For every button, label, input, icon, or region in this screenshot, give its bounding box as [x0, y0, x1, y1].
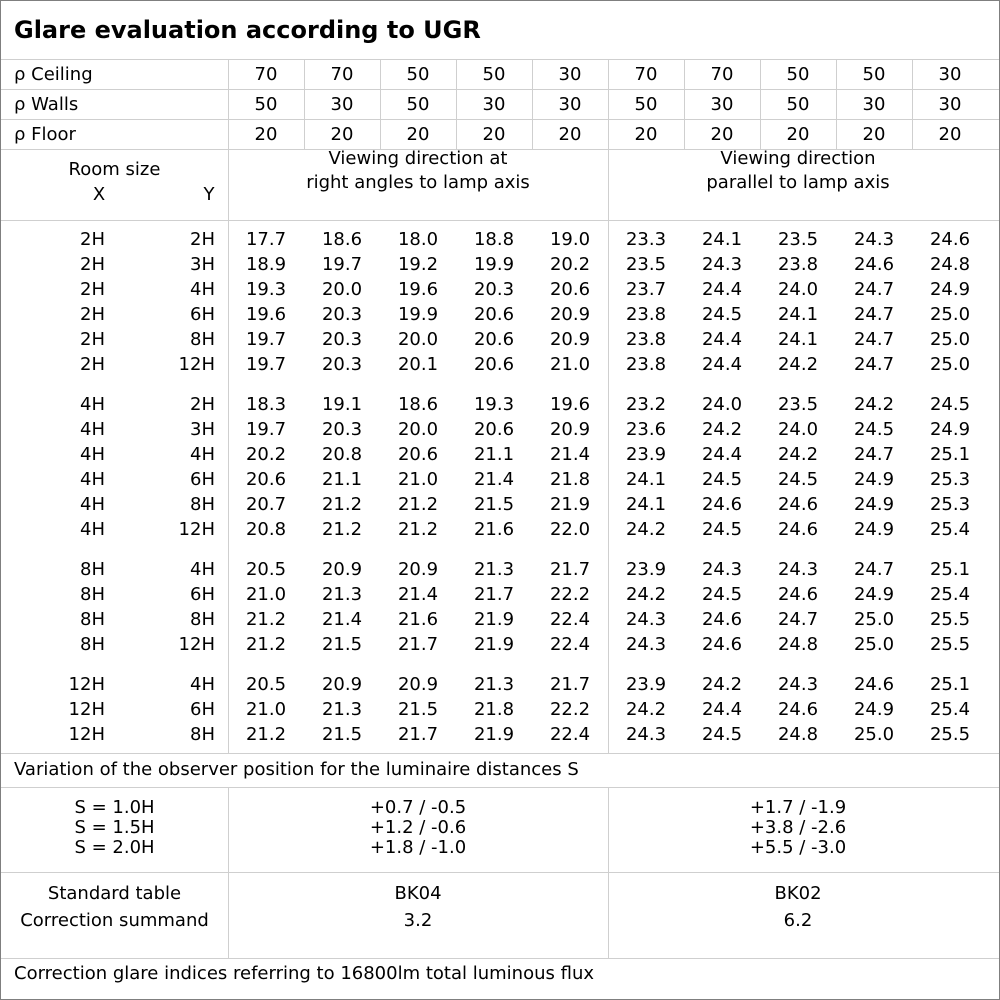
- variation-value: +1.2 / -0.6: [369, 817, 467, 838]
- ugr-value-cell: 22.0: [549, 519, 591, 540]
- ugr-value-cell: 21.0: [245, 584, 287, 605]
- room-x-value: 2H: [80, 354, 105, 375]
- ugr-value-cell: 25.5: [929, 634, 971, 655]
- ugr-value-cell: 24.6: [701, 609, 743, 630]
- ugr-value-cell: 24.4: [701, 444, 743, 465]
- ugr-value-cell: 20.3: [321, 329, 363, 350]
- ugr-value-cell: 21.2: [245, 634, 287, 655]
- ugr-value-cell: 24.2: [625, 519, 667, 540]
- ugr-value-cell: 19.0: [549, 229, 591, 250]
- ugr-value-cell: 21.0: [245, 699, 287, 720]
- reflectance-ceiling-cell: 50: [862, 64, 886, 85]
- ugr-value-cell: 25.3: [929, 469, 971, 490]
- ugr-value-cell: 18.6: [397, 394, 439, 415]
- correction-summand-label: Correction summand: [20, 910, 209, 931]
- ugr-value-cell: 24.8: [777, 634, 819, 655]
- ugr-value-cell: 21.5: [321, 634, 363, 655]
- ugr-value-cell: 24.6: [777, 584, 819, 605]
- ugr-value-cell: 20.1: [397, 354, 439, 375]
- ugr-value-cell: 21.2: [321, 519, 363, 540]
- ugr-value-cell: 24.9: [853, 584, 895, 605]
- ugr-value-cell: 24.1: [625, 469, 667, 490]
- ugr-value-cell: 21.2: [321, 494, 363, 515]
- reflectance-walls-cell: 50: [406, 94, 430, 115]
- ugr-value-cell: 20.6: [549, 279, 591, 300]
- room-x-label: X: [92, 184, 106, 205]
- ugr-value-cell: 24.2: [777, 354, 819, 375]
- reflectance-ceiling-cell: 30: [558, 64, 582, 85]
- ugr-value-cell: 24.6: [853, 674, 895, 695]
- ugr-value-cell: 24.6: [929, 229, 971, 250]
- view-right-title-2: right angles to lamp axis: [306, 172, 530, 193]
- reflectance-floor-cell: 20: [634, 124, 658, 145]
- correction-right: 3.2: [403, 910, 433, 931]
- reflectance-walls-cell: 30: [862, 94, 886, 115]
- reflectance-ceiling-cell: 30: [938, 64, 962, 85]
- ugr-value-cell: 25.0: [853, 724, 895, 745]
- ugr-value-cell: 23.5: [777, 394, 819, 415]
- ugr-value-cell: 23.8: [625, 329, 667, 350]
- reflectance-walls-cell: 50: [634, 94, 658, 115]
- variation-label: Variation of the observer position for the luminaire distances S: [14, 759, 579, 780]
- ugr-value-cell: 20.6: [473, 354, 515, 375]
- divider: [1, 872, 999, 873]
- ugr-value-cell: 25.0: [929, 329, 971, 350]
- view-right-title-1: Viewing direction at: [328, 148, 508, 169]
- room-y-value: 4H: [190, 674, 215, 695]
- divider: [1, 753, 999, 754]
- view-parallel-title-1: Viewing direction: [720, 148, 876, 169]
- ugr-value-cell: 21.3: [321, 699, 363, 720]
- divider: [1, 958, 999, 959]
- ugr-value-cell: 22.4: [549, 609, 591, 630]
- ugr-value-cell: 21.9: [473, 609, 515, 630]
- ugr-value-cell: 19.7: [245, 419, 287, 440]
- spacing-list: [1, 798, 228, 858]
- ugr-value-cell: 24.6: [853, 254, 895, 275]
- reflectance-ceiling-cell: 50: [482, 64, 506, 85]
- ugr-value-cell: 20.7: [245, 494, 287, 515]
- reflectance-floor-cell: 20: [786, 124, 810, 145]
- ugr-value-cell: 24.7: [853, 279, 895, 300]
- room-y-value: 2H: [190, 229, 215, 250]
- ugr-value-cell: 24.3: [701, 254, 743, 275]
- ugr-value-cell: 24.9: [853, 699, 895, 720]
- room-x-value: 12H: [68, 674, 105, 695]
- ugr-value-cell: 17.7: [245, 229, 287, 250]
- reflectance-walls-cell: 30: [482, 94, 506, 115]
- variation-value: +5.5 / -3.0: [749, 837, 847, 858]
- ugr-value-cell: 25.1: [929, 444, 971, 465]
- ugr-value-cell: 20.3: [473, 279, 515, 300]
- ugr-value-cell: 20.6: [397, 444, 439, 465]
- room-y-value: 12H: [178, 354, 215, 375]
- ugr-value-cell: 23.8: [625, 354, 667, 375]
- ugr-value-cell: 24.1: [701, 229, 743, 250]
- ugr-value-cell: 24.3: [853, 229, 895, 250]
- ugr-value-cell: 23.2: [625, 394, 667, 415]
- ugr-value-cell: 19.7: [245, 354, 287, 375]
- divider: [1, 89, 999, 90]
- room-x-value: 4H: [80, 519, 105, 540]
- ugr-value-cell: 22.4: [549, 724, 591, 745]
- room-x-value: 2H: [80, 229, 105, 250]
- ugr-value-cell: 20.9: [321, 559, 363, 580]
- divider: [1, 119, 999, 120]
- ugr-value-cell: 24.7: [853, 304, 895, 325]
- ugr-value-cell: 24.5: [701, 519, 743, 540]
- reflectance-ceiling-cell: 70: [710, 64, 734, 85]
- room-x-value: 4H: [80, 444, 105, 465]
- ugr-value-cell: 24.5: [701, 724, 743, 745]
- ugr-value-cell: 18.3: [245, 394, 287, 415]
- ugr-value-cell: 21.8: [473, 699, 515, 720]
- ugr-value-cell: 19.9: [397, 304, 439, 325]
- ugr-value-cell: 24.2: [701, 674, 743, 695]
- ugr-value-cell: 20.9: [549, 419, 591, 440]
- ugr-value-cell: 21.7: [549, 559, 591, 580]
- ugr-value-cell: 21.2: [397, 519, 439, 540]
- ugr-value-cell: 24.5: [777, 469, 819, 490]
- room-x-value: 8H: [80, 584, 105, 605]
- ugr-value-cell: 21.3: [473, 559, 515, 580]
- variation-parallel: [608, 798, 988, 858]
- ugr-value-cell: 19.9: [473, 254, 515, 275]
- ugr-value-cell: 21.1: [473, 444, 515, 465]
- room-y-value: 4H: [190, 279, 215, 300]
- room-x-value: 2H: [80, 254, 105, 275]
- ugr-value-cell: 24.0: [777, 419, 819, 440]
- ugr-value-cell: 24.3: [625, 609, 667, 630]
- ugr-value-cell: 24.1: [777, 329, 819, 350]
- reflectance-floor-cell: 20: [482, 124, 506, 145]
- ugr-value-cell: 19.3: [473, 394, 515, 415]
- standard-table-right: BK04: [394, 883, 442, 904]
- ugr-value-cell: 20.0: [397, 419, 439, 440]
- ugr-value-cell: 23.5: [777, 229, 819, 250]
- ugr-value-cell: 25.5: [929, 609, 971, 630]
- ugr-value-cell: 21.9: [549, 494, 591, 515]
- ugr-value-cell: 20.9: [397, 559, 439, 580]
- ugr-value-cell: 24.0: [701, 394, 743, 415]
- ugr-value-cell: 24.2: [701, 419, 743, 440]
- reflectance-walls-cell: 30: [330, 94, 354, 115]
- ugr-value-cell: 21.7: [397, 724, 439, 745]
- ugr-value-cell: 25.3: [929, 494, 971, 515]
- ugr-value-cell: 24.1: [777, 304, 819, 325]
- ugr-value-cell: 23.5: [625, 254, 667, 275]
- room-y-value: 8H: [190, 494, 215, 515]
- ugr-value-cell: 21.8: [549, 469, 591, 490]
- ugr-value-cell: 19.7: [321, 254, 363, 275]
- room-y-value: 4H: [190, 444, 215, 465]
- ugr-value-cell: 23.6: [625, 419, 667, 440]
- floor-label: ρ Floor: [14, 124, 76, 145]
- ugr-value-cell: 21.0: [397, 469, 439, 490]
- room-y-value: 12H: [178, 634, 215, 655]
- ugr-value-cell: 23.9: [625, 559, 667, 580]
- reflectance-floor-cell: 20: [406, 124, 430, 145]
- ugr-value-cell: 20.8: [321, 444, 363, 465]
- ugr-value-cell: 24.2: [625, 584, 667, 605]
- ugr-value-cell: 24.2: [777, 444, 819, 465]
- ugr-value-cell: 20.9: [549, 329, 591, 350]
- ugr-value-cell: 20.6: [473, 304, 515, 325]
- reflectance-floor-cell: 20: [330, 124, 354, 145]
- ugr-value-cell: 18.0: [397, 229, 439, 250]
- variation-value: +3.8 / -2.6: [749, 817, 847, 838]
- room-y-value: 6H: [190, 584, 215, 605]
- ugr-value-cell: 25.0: [929, 304, 971, 325]
- ugr-value-cell: 20.9: [321, 674, 363, 695]
- ugr-value-cell: 21.6: [397, 609, 439, 630]
- ugr-value-cell: 25.4: [929, 519, 971, 540]
- ugr-value-cell: 25.0: [853, 634, 895, 655]
- ugr-value-cell: 19.6: [549, 394, 591, 415]
- divider: [1, 220, 999, 221]
- ugr-value-cell: 24.7: [777, 609, 819, 630]
- ugr-value-cell: 21.6: [473, 519, 515, 540]
- walls-label: ρ Walls: [14, 94, 79, 115]
- ugr-value-cell: 21.5: [397, 699, 439, 720]
- ugr-value-cell: 21.0: [549, 354, 591, 375]
- ugr-value-cell: 20.9: [397, 674, 439, 695]
- room-y-value: 12H: [178, 519, 215, 540]
- room-y-value: 8H: [190, 329, 215, 350]
- reflectance-walls-cell: 30: [710, 94, 734, 115]
- room-y-value: 6H: [190, 699, 215, 720]
- room-y-value: 3H: [190, 254, 215, 275]
- ugr-value-cell: 24.5: [701, 304, 743, 325]
- room-y-value: 3H: [190, 419, 215, 440]
- ugr-value-cell: 19.3: [245, 279, 287, 300]
- room-x-value: 4H: [80, 469, 105, 490]
- ugr-value-cell: 24.7: [853, 559, 895, 580]
- ugr-value-cell: 24.5: [853, 419, 895, 440]
- ugr-value-cell: 24.7: [853, 444, 895, 465]
- reflectance-floor-cell: 20: [710, 124, 734, 145]
- room-x-value: 4H: [80, 419, 105, 440]
- standard-table-parallel: BK02: [774, 883, 822, 904]
- ugr-value-cell: 18.9: [245, 254, 287, 275]
- room-x-value: 12H: [68, 724, 105, 745]
- ugr-value-cell: 23.3: [625, 229, 667, 250]
- ugr-value-cell: 24.5: [701, 584, 743, 605]
- ugr-value-cell: 20.5: [245, 559, 287, 580]
- room-size-label: Room size: [68, 159, 161, 180]
- spacing-item: S = 2.0H: [74, 837, 155, 858]
- reflectance-walls-cell: 30: [558, 94, 582, 115]
- ugr-value-cell: 21.2: [245, 609, 287, 630]
- ugr-value-cell: 21.7: [473, 584, 515, 605]
- variation-value: +0.7 / -0.5: [369, 797, 467, 818]
- ugr-value-cell: 20.6: [473, 329, 515, 350]
- ugr-value-cell: 24.2: [625, 699, 667, 720]
- ugr-value-cell: 24.9: [853, 494, 895, 515]
- view-parallel-title-2: parallel to lamp axis: [706, 172, 890, 193]
- variation-right: [228, 798, 608, 858]
- ugr-value-cell: 21.7: [397, 634, 439, 655]
- spacing-item: S = 1.0H: [74, 797, 155, 818]
- ugr-value-cell: 24.6: [701, 494, 743, 515]
- ugr-value-cell: 24.1: [625, 494, 667, 515]
- room-x-value: 2H: [80, 329, 105, 350]
- ugr-value-cell: 24.3: [625, 634, 667, 655]
- ugr-value-cell: 23.7: [625, 279, 667, 300]
- room-x-value: 8H: [80, 634, 105, 655]
- ugr-value-cell: 22.4: [549, 634, 591, 655]
- ugr-value-cell: 21.4: [321, 609, 363, 630]
- reflectance-ceiling-cell: 70: [634, 64, 658, 85]
- ugr-value-cell: 20.8: [245, 519, 287, 540]
- ugr-value-cell: 21.1: [321, 469, 363, 490]
- ugr-value-cell: 24.4: [701, 279, 743, 300]
- ugr-value-cell: 24.3: [625, 724, 667, 745]
- ugr-value-cell: 24.5: [701, 469, 743, 490]
- ugr-value-cell: 24.8: [929, 254, 971, 275]
- reflectance-walls-cell: 30: [938, 94, 962, 115]
- ugr-value-cell: 20.5: [245, 674, 287, 695]
- standard-table-label: Standard table: [47, 883, 182, 904]
- room-y-value: 6H: [190, 304, 215, 325]
- ugr-value-cell: 22.2: [549, 584, 591, 605]
- room-x-value: 8H: [80, 559, 105, 580]
- reflectance-walls-cell: 50: [254, 94, 278, 115]
- reflectance-ceiling-cell: 50: [786, 64, 810, 85]
- ugr-value-cell: 24.4: [701, 354, 743, 375]
- ugr-value-cell: 25.1: [929, 559, 971, 580]
- ugr-value-cell: 25.0: [929, 354, 971, 375]
- ugr-value-cell: 25.5: [929, 724, 971, 745]
- ugr-value-cell: 20.6: [245, 469, 287, 490]
- ugr-value-cell: 21.2: [397, 494, 439, 515]
- room-y-label: Y: [203, 184, 215, 205]
- ugr-value-cell: 19.6: [245, 304, 287, 325]
- ugr-value-cell: 21.5: [321, 724, 363, 745]
- ugr-value-cell: 20.6: [473, 419, 515, 440]
- ugr-value-cell: 24.9: [929, 279, 971, 300]
- ugr-value-cell: 22.2: [549, 699, 591, 720]
- ceiling-label: ρ Ceiling: [14, 64, 93, 85]
- room-y-value: 2H: [190, 394, 215, 415]
- ugr-value-cell: 21.4: [473, 469, 515, 490]
- reflectance-floor-cell: 20: [254, 124, 278, 145]
- room-x-value: 4H: [80, 494, 105, 515]
- ugr-value-cell: 24.4: [701, 699, 743, 720]
- ugr-value-cell: 24.7: [853, 329, 895, 350]
- ugr-value-cell: 24.5: [929, 394, 971, 415]
- room-x-value: 4H: [80, 394, 105, 415]
- ugr-value-cell: 25.0: [853, 609, 895, 630]
- ugr-value-cell: 24.6: [777, 699, 819, 720]
- ugr-value-cell: 19.2: [397, 254, 439, 275]
- ugr-value-cell: 24.9: [929, 419, 971, 440]
- ugr-value-cell: 21.5: [473, 494, 515, 515]
- spacing-item: S = 1.5H: [74, 817, 155, 838]
- divider: [1, 787, 999, 788]
- ugr-value-cell: 24.4: [701, 329, 743, 350]
- reflectance-floor-cell: 20: [558, 124, 582, 145]
- room-y-value: 6H: [190, 469, 215, 490]
- ugr-value-cell: 24.6: [701, 634, 743, 655]
- divider: [1, 59, 999, 60]
- ugr-value-cell: 20.2: [245, 444, 287, 465]
- ugr-value-cell: 23.9: [625, 674, 667, 695]
- ugr-value-cell: 20.0: [397, 329, 439, 350]
- ugr-value-cell: 24.3: [777, 559, 819, 580]
- ugr-value-cell: 24.9: [853, 519, 895, 540]
- ugr-value-cell: 24.7: [853, 354, 895, 375]
- room-x-value: 12H: [68, 699, 105, 720]
- ugr-value-cell: 24.6: [777, 494, 819, 515]
- ugr-value-cell: 21.9: [473, 634, 515, 655]
- ugr-value-cell: 19.1: [321, 394, 363, 415]
- ugr-value-cell: 19.7: [245, 329, 287, 350]
- room-x-value: 2H: [80, 279, 105, 300]
- variation-value: +1.7 / -1.9: [749, 797, 847, 818]
- ugr-value-cell: 21.4: [549, 444, 591, 465]
- page-title: Glare evaluation according to UGR: [14, 16, 481, 44]
- reflectance-ceiling-cell: 50: [406, 64, 430, 85]
- ugr-value-cell: 19.6: [397, 279, 439, 300]
- ugr-value-cell: 24.8: [777, 724, 819, 745]
- reflectance-ceiling-cell: 70: [254, 64, 278, 85]
- ugr-value-cell: 24.6: [777, 519, 819, 540]
- correction-parallel: 6.2: [783, 910, 813, 931]
- ugr-value-cell: 24.2: [853, 394, 895, 415]
- ugr-value-cell: 21.9: [473, 724, 515, 745]
- ugr-value-cell: 20.0: [321, 279, 363, 300]
- ugr-value-cell: 20.3: [321, 354, 363, 375]
- room-y-value: 4H: [190, 559, 215, 580]
- ugr-value-cell: 25.4: [929, 699, 971, 720]
- ugr-value-cell: 23.9: [625, 444, 667, 465]
- reflectance-ceiling-cell: 70: [330, 64, 354, 85]
- ugr-value-cell: 21.3: [473, 674, 515, 695]
- ugr-value-cell: 25.4: [929, 584, 971, 605]
- ugr-value-cell: 25.1: [929, 674, 971, 695]
- ugr-value-cell: 18.6: [321, 229, 363, 250]
- footer-note: Correction glare indices referring to 16800lm total luminous flux: [14, 963, 594, 984]
- ugr-value-cell: 20.3: [321, 304, 363, 325]
- ugr-value-cell: 20.3: [321, 419, 363, 440]
- ugr-value-cell: 24.3: [701, 559, 743, 580]
- reflectance-floor-cell: 20: [938, 124, 962, 145]
- ugr-value-cell: 24.9: [853, 469, 895, 490]
- room-x-value: 2H: [80, 304, 105, 325]
- ugr-value-cell: 20.9: [549, 304, 591, 325]
- ugr-value-cell: 21.2: [245, 724, 287, 745]
- ugr-value-cell: 21.4: [397, 584, 439, 605]
- ugr-value-cell: 23.8: [777, 254, 819, 275]
- room-x-value: 8H: [80, 609, 105, 630]
- ugr-value-cell: 23.8: [625, 304, 667, 325]
- variation-value: +1.8 / -1.0: [369, 837, 467, 858]
- ugr-value-cell: 21.3: [321, 584, 363, 605]
- reflectance-walls-cell: 50: [786, 94, 810, 115]
- ugr-value-cell: 24.3: [777, 674, 819, 695]
- room-y-value: 8H: [190, 609, 215, 630]
- ugr-value-cell: 18.8: [473, 229, 515, 250]
- ugr-value-cell: 20.2: [549, 254, 591, 275]
- room-y-value: 8H: [190, 724, 215, 745]
- ugr-value-cell: 21.7: [549, 674, 591, 695]
- ugr-value-cell: 24.0: [777, 279, 819, 300]
- reflectance-floor-cell: 20: [862, 124, 886, 145]
